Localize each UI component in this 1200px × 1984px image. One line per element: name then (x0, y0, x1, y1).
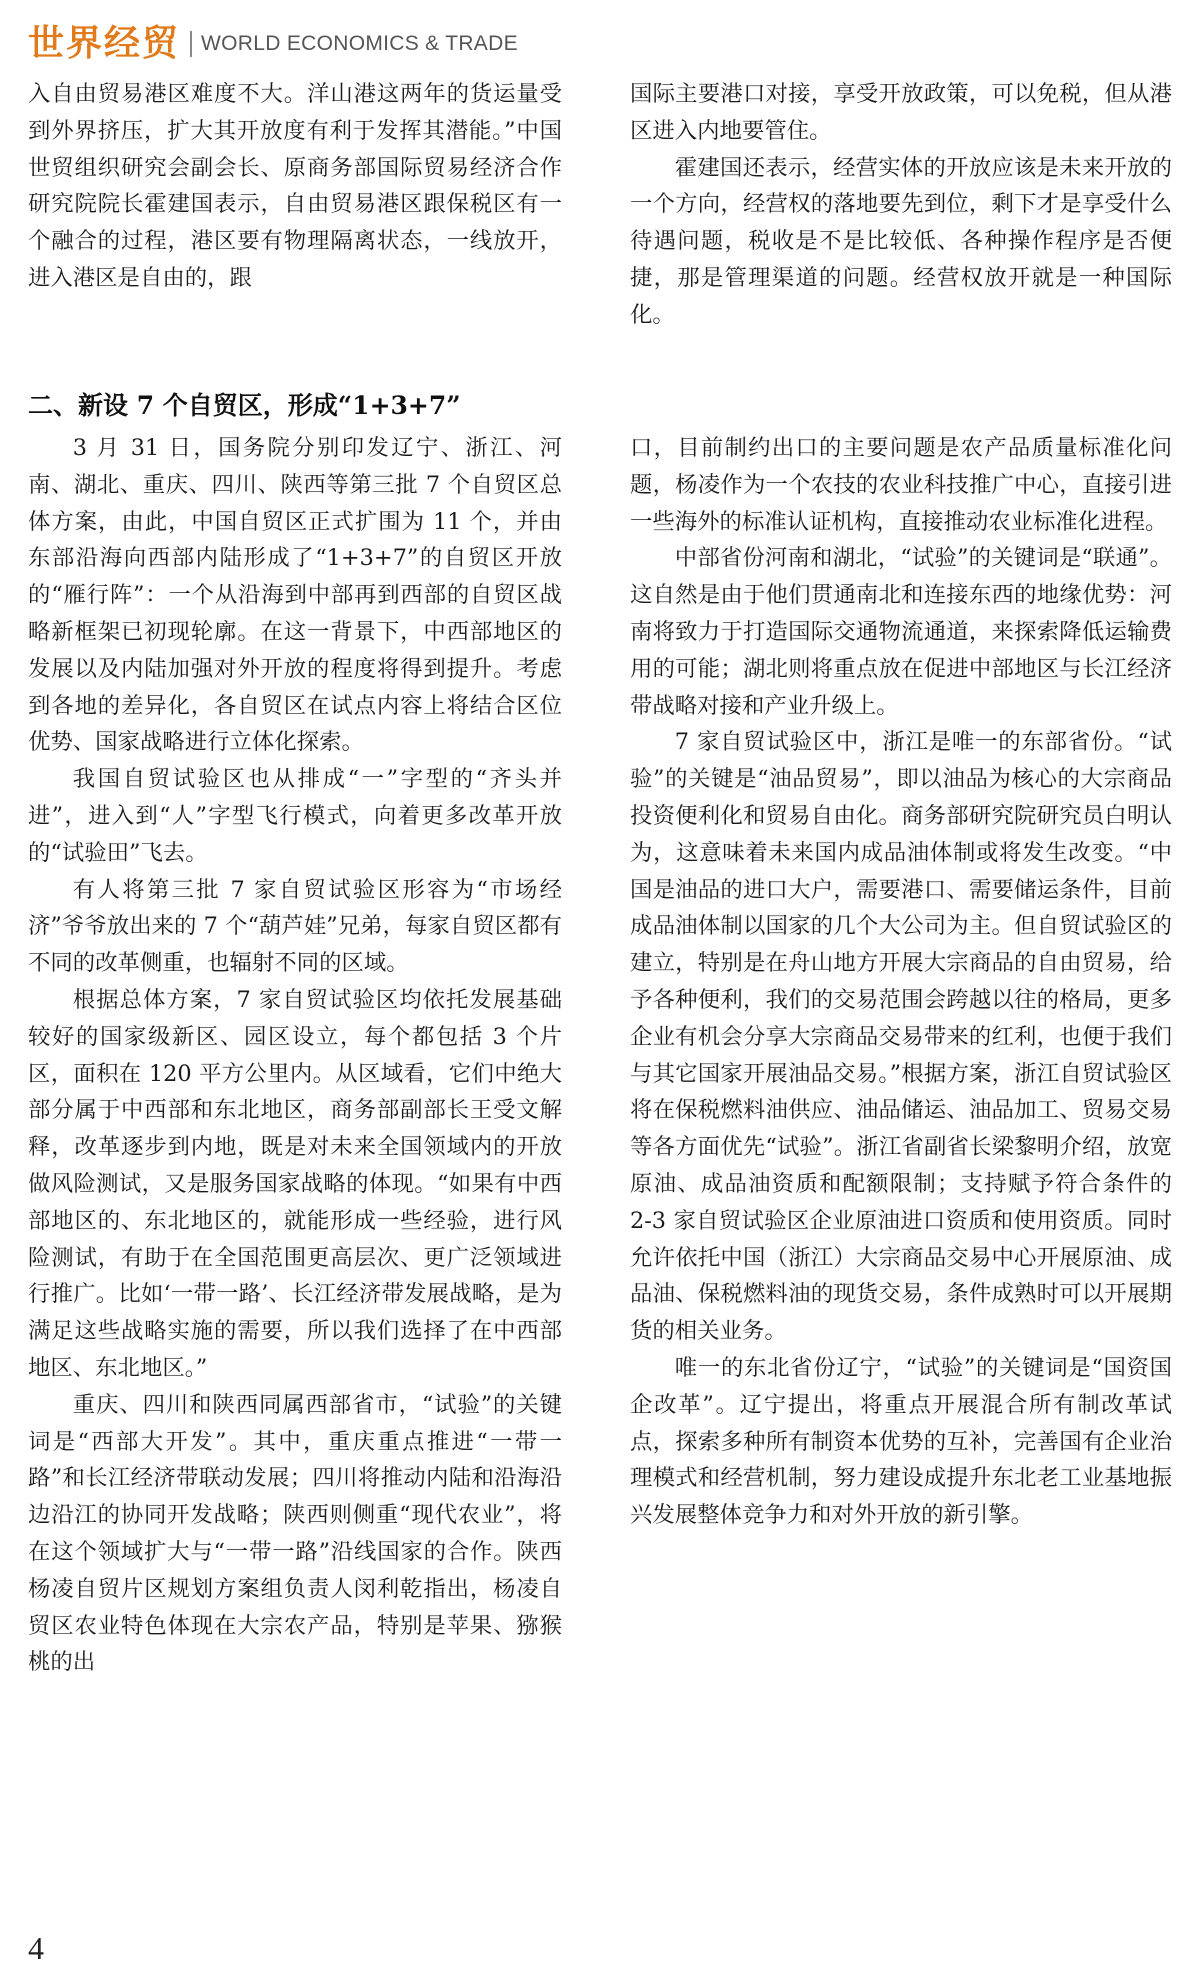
paragraph: 我国自贸试验区也从排成“一”字型的“齐头并进”，进入到“人”字型飞行模式，向着更多改革开放的“试验田”飞去。 (28, 766, 562, 866)
header-divider (190, 31, 192, 57)
magazine-subtitle: WORLD ECONOMICS & TRADE (201, 32, 518, 55)
top-right-column (630, 76, 1172, 334)
paragraph: 有人将第三批 7 家自贸试验区形容为“市场经济”爷爷放出来的 7 个“葫芦娃”兄弟，每家自贸区都有不同的改革侧重，也辐射不同的区域。 (28, 876, 562, 977)
paragraph: 7 家自贸试验区中，浙江是唯一的东部省份。“试验”的关键是“油品贸易”，即以油品为核心的大宗商品投资便利化和贸易自由化。商务部研究院研究员白明认为，这意味着未来国内成品油体制或将发生改变。“中国是油品的进口大户，需要港口、需要储运条件，目前成品油体制以国家的几个大公司为主。但自贸试验区的建立，特别是在舟山地方开展大宗商品的自由贸易，给予各种便利，我们的交易范围会跨越以往的格局，更多企业有机会分享大宗商品交易带来的红利，也便于我们与其它国家开展油品交易。”根据方案，浙江自贸试验区将在保税燃料油供应、油品储运、油品加工、贸易交易等各方面优先“试验”。浙江省副省长梁黎明介绍，放宽原油、成品油资质和配额限制；支持赋予符合条件的 2-3 家自贸试验区企业原油进口资质和使用资质。同时允许依托中国（浙江）大宗商品交易中心开展原油、成品油、保税燃料油的现货交易，条件成熟时可以开展期货的相关业务。 (630, 729, 1172, 1345)
section-heading: 二、新设 7 个自贸区，形成“1+3+7” (28, 391, 461, 420)
paragraph: 霍建国还表示，经营实体的开放应该是未来开放的一个方向，经营权的落地要先到位，剩下才是享受什么待遇问题，税收是不是比较低、各种操作程序是否便捷，那是管理渠道的问题。经营权放开就是一种国际化。 (630, 154, 1172, 328)
magazine-brand: 世界经贸 (28, 23, 181, 64)
paragraph: 唯一的东北省份辽宁，“试验”的关键词是“国资国企改革”。辽宁提出，将重点开展混合所有制改革试点，探索多种所有制资本优势的互补，完善国有企业治理模式和经营机制，努力建设成提升东北老工业基地振兴发展整体竞争力和对外开放的新引擎。 (630, 1354, 1172, 1529)
paragraph: 重庆、四川和陕西同属西部省市，“试验”的关键词是“西部大开发”。其中，重庆重点推进“一带一路”和长江经济带联动发展；四川将推动内陆和沿海沿边沿江的协同开发战略；陕西则侧重“现代农业”，将在这个领域扩大与“一带一路”沿线国家的合作。陕西杨凌自贸片区规划方案组负责人闵利乾指出，杨凌自贸区农业特色体现在大宗农产品，特别是苹果、猕猴桃的出 (28, 1391, 562, 1676)
paragraph: 根据总体方案，7 家自贸试验区均依托发展基础较好的国家级新区、园区设立，每个都包括 3 个片区，面积在 120 平方公里内。从区域看，它们中绝大部分属于中西部和东北地区，商务部副部长王受文解释，改革逐步到内地，既是对未来全国领域内的开放做风险测试，又是服务国家战略的体现。“如果有中西部地区的、东北地区的，就能形成一些经验，进行风险测试，有助于在全国范围更高层次、更广泛领域进行推广。比如‘一带一路’、长江经济带发展战略，是为满足这些战略实施的需要，所以我们选择了在中西部地区、东北地区。” (28, 986, 562, 1381)
paragraph: 3 月 31 日，国务院分别印发辽宁、浙江、河南、湖北、重庆、四川、陕西等第三批 7 个自贸区总体方案，由此，中国自贸区正式扩围为 11 个，并由东部沿海向西部内陆形成了“1+3+7”的自贸区开放的“雁行阵”：一个从沿海到中部再到西部的自贸区战略新框架已初现轮廓。在这一背景下，中西部地区的发展以及内陆加强对外开放的程度将得到提升。考虑到各地的差异化，各自贸区在试点内容上将结合区位优势、国家战略进行立体化探索。 (28, 435, 562, 756)
left-column (28, 430, 562, 1681)
paragraph: 入自由贸易港区难度不大。洋山港这两年的货运量受到外界挤压，扩大其开放度有利于发挥其潜能。”中国世贸组织研究会副会长、原商务部国际贸易经济合作研究院院长霍建国表示，自由贸易港区跟保税区有一个融合的过程，港区要有物理隔离状态，一线放开，进入港区是自由的，跟 (28, 81, 562, 291)
paragraph: 中部省份河南和湖北，“试验”的关键词是“联通”。这自然是由于他们贯通南北和连接东西的地缘优势：河南将致力于打造国际交通物流通道，来探索降低运输费用的可能；湖北则将重点放在促进中部地区与长江经济带战略对接和产业升级上。 (630, 545, 1172, 719)
right-column (630, 430, 1172, 1534)
top-left-column (28, 76, 562, 297)
paragraph: 口，目前制约出口的主要问题是农产品质量标准化问题，杨凌作为一个农技的农业科技推广中心，直接引进一些海外的标准认证机构，直接推动农业标准化进程。 (630, 435, 1172, 535)
paragraph: 国际主要港口对接，享受开放政策，可以免税，但从港区进入内地要管住。 (630, 81, 1172, 144)
page-number: 4 (28, 1930, 44, 1966)
page-header (28, 22, 518, 66)
